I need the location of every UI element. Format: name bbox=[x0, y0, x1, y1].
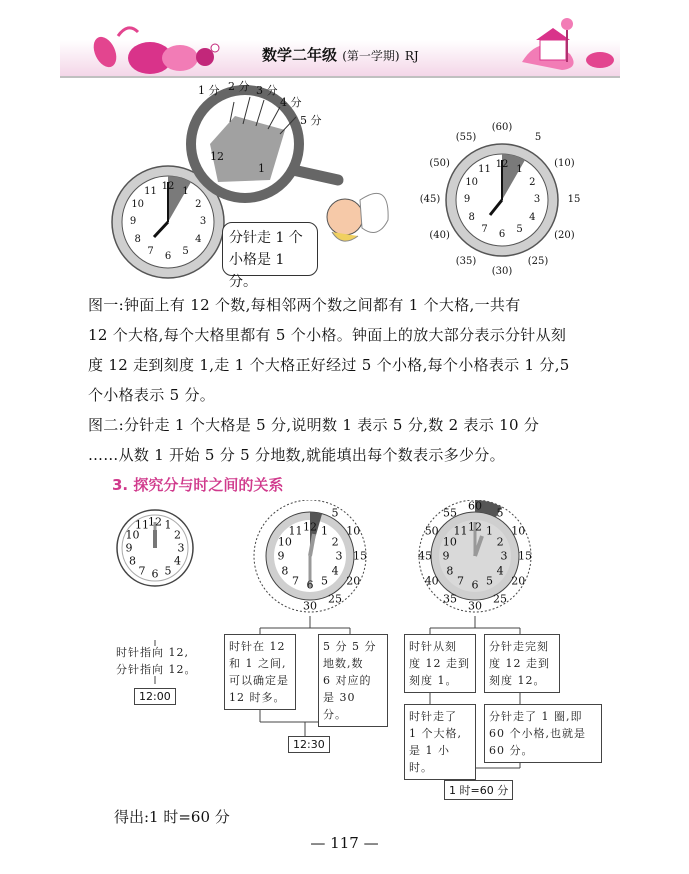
fig2-minute-label-0: (60) bbox=[491, 122, 513, 133]
clock-c-minute-7: 35 bbox=[443, 592, 457, 606]
clock-c-number-0: 12 bbox=[468, 520, 482, 534]
house-decoration-right bbox=[522, 18, 614, 70]
clock-c-mid-left-2: 1 个大格, bbox=[409, 727, 462, 740]
clock-a-number-6: 6 bbox=[151, 567, 159, 581]
fig2-clock-number-9: 9 bbox=[463, 194, 471, 205]
p2-line1: 图二:分针走 1 个大格是 5 分,说明数 1 表示 5 分,数 2 表示 10 分 bbox=[88, 416, 540, 434]
p1-line4: 个小格表示 5 分。 bbox=[88, 386, 216, 404]
bubble-line-2: 小格是 1 分。 bbox=[229, 252, 285, 290]
fig1-clock-number-8: 8 bbox=[134, 233, 141, 245]
fig2-minute-label-5: (25) bbox=[527, 256, 549, 268]
book-title: 数学二年级 bbox=[262, 46, 338, 64]
clock-c-minute-1: 5 bbox=[496, 506, 504, 520]
clock-b-minute-4: 25 bbox=[328, 592, 342, 606]
clock-a-number-4: 4 bbox=[174, 554, 182, 568]
clock-c-number-11: 11 bbox=[453, 524, 468, 538]
clock-b-number-6: 6 bbox=[306, 578, 314, 592]
fig1-clock-number-0: 12 bbox=[161, 181, 175, 192]
header-decoration bbox=[0, 0, 689, 78]
clock-b-right-box bbox=[318, 634, 388, 727]
book-edition: RJ bbox=[404, 49, 419, 63]
fig2-clock-number-7: 7 bbox=[481, 224, 488, 236]
section-title: 3. 探究分与时之间的关系 bbox=[112, 476, 284, 494]
fig2-minute-label-11: (55) bbox=[455, 131, 477, 143]
clock-c-number-2: 2 bbox=[496, 535, 504, 548]
bubble-line-1: 分针走 1 个 bbox=[229, 230, 303, 246]
clock-a-number-8: 8 bbox=[128, 554, 136, 568]
fig2-clock-number-0: 12 bbox=[495, 159, 509, 170]
clock-a-number-0: 12 bbox=[148, 515, 162, 529]
clock-c-minute-6: 30 bbox=[468, 599, 482, 613]
fig2-clock-number-4: 4 bbox=[529, 211, 536, 223]
clock-b-left-4: 12 时多。 bbox=[229, 691, 286, 704]
clock-c-number-7: 7 bbox=[457, 574, 464, 588]
clock-a-number-10: 10 bbox=[125, 528, 140, 542]
fig2-clock-number-5: 5 bbox=[516, 224, 523, 236]
clock-b-minute-5: 30 bbox=[303, 599, 317, 613]
magnifier-label-4: 4 分 bbox=[280, 96, 302, 109]
relationship-diagram bbox=[100, 500, 620, 800]
clock-c-minute-3: 15 bbox=[518, 549, 532, 563]
fig2-minute-label-6: (30) bbox=[491, 266, 513, 277]
clock-c-number-6: 6 bbox=[471, 578, 479, 592]
fig2-minute-label-8: (40) bbox=[429, 230, 450, 241]
fig1-clock-number-5: 5 bbox=[182, 246, 189, 258]
clock-b-number-7: 7 bbox=[292, 574, 299, 588]
clock-b-number-3: 3 bbox=[335, 549, 343, 563]
paragraph-figure2 bbox=[88, 410, 539, 470]
clock-b-number-11: 11 bbox=[288, 524, 303, 538]
clock-b-left-box bbox=[224, 634, 296, 710]
clock-b-minute-2: 15 bbox=[353, 549, 367, 563]
p1-line1: 图一:钟面上有 12 个数,每相邻两个数之间都有 1 个大格,一共有 bbox=[88, 296, 521, 314]
clock-a-time: 12:00 bbox=[134, 688, 176, 705]
magnifier-label-2: 2 分 bbox=[228, 80, 250, 93]
clock-c-minute-5: 25 bbox=[493, 592, 507, 606]
clock-c-left-box bbox=[404, 634, 476, 693]
clock-b-number-9: 9 bbox=[277, 549, 285, 563]
clock-a-text-1: 时针指向 12, bbox=[116, 646, 189, 659]
clock-b-number-5: 5 bbox=[321, 574, 328, 588]
fig2-clock-number-8: 8 bbox=[468, 211, 475, 223]
magnifier-number-12: 12 bbox=[210, 150, 224, 163]
p2-line2: ……从数 1 开始 5 分 5 分地数,就能填出每个数表示多少分。 bbox=[88, 446, 505, 464]
clock-c-mid-left-3: 是 1 小时。 bbox=[409, 744, 450, 774]
fig2-minute-label-1: 5 bbox=[534, 131, 542, 143]
clock-c-minute-11: 55 bbox=[443, 506, 457, 520]
p1-line3: 度 12 走到刻度 1,走 1 个大格正好经过 5 个小格,每个小格表示 1 分,5 bbox=[88, 356, 570, 374]
clock-c-minute-9: 45 bbox=[418, 549, 432, 563]
magnifier-label-3: 3 分 bbox=[256, 84, 278, 97]
fig1-clock-number-3: 3 bbox=[199, 216, 207, 227]
fig2-clock-number-11: 11 bbox=[478, 163, 491, 175]
clock-a-number-9: 9 bbox=[125, 541, 133, 555]
clock-c-number-5: 5 bbox=[486, 574, 493, 588]
clock-b-minute-3: 20 bbox=[346, 574, 361, 588]
clock-c-left-3: 刻度 1。 bbox=[409, 674, 458, 687]
magnifier-label-5: 5 分 bbox=[300, 114, 322, 127]
clock-b-number-10: 10 bbox=[277, 535, 292, 548]
clock-c-number-1: 1 bbox=[486, 524, 493, 538]
clock-c-mid-right-3: 60 分。 bbox=[489, 744, 534, 757]
clock-c-mid-left-1: 时针走了 bbox=[409, 710, 457, 723]
fig2-minute-label-9: (45) bbox=[419, 194, 441, 205]
clock-c-number-4: 4 bbox=[496, 564, 504, 577]
fig2-minute-label-10: (50) bbox=[429, 158, 450, 169]
clock-b-left-3: 可以确定是 bbox=[229, 674, 289, 687]
fig1-clock-number-2: 2 bbox=[195, 198, 202, 210]
clock-c-number-10: 10 bbox=[442, 535, 457, 548]
fig1-clock-number-9: 9 bbox=[129, 216, 137, 227]
clock-c-right-1: 分针走完刻 bbox=[489, 640, 549, 653]
clock-b-number-1: 1 bbox=[321, 524, 328, 538]
fig2-minute-label-2: (10) bbox=[554, 158, 575, 169]
speech-bubble bbox=[222, 222, 318, 290]
clock-a-text-2: 分针指向 12。 bbox=[116, 663, 197, 676]
clock-c-mid-right-1: 分针走了 1 圈,即 bbox=[489, 710, 583, 723]
clock-a-number-5: 5 bbox=[164, 564, 172, 578]
clock-b bbox=[254, 500, 366, 612]
clock-c-number-3: 3 bbox=[500, 549, 508, 563]
magnifier-number-1: 1 bbox=[258, 162, 265, 175]
clock-c-mid-right-2: 60 个小格,也就是 bbox=[489, 727, 586, 740]
paragraph-figure1 bbox=[88, 290, 570, 410]
clock-a-number-3: 3 bbox=[177, 541, 185, 555]
fairy-illustration bbox=[327, 193, 388, 241]
p1-line2: 12 个大格,每个大格里都有 5 个小格。钟面上的放大部分表示分针从刻 bbox=[88, 326, 567, 344]
page-number: — 117 — bbox=[310, 834, 379, 852]
clock-c-right-box bbox=[484, 634, 560, 693]
clock-c-minute-2: 10 bbox=[511, 524, 526, 538]
clock-a-number-2: 2 bbox=[174, 528, 182, 542]
clock-b-minute-1: 10 bbox=[346, 524, 361, 538]
magnifier-label-1: 1 分 bbox=[198, 84, 220, 97]
fig1-clock-number-11: 11 bbox=[144, 185, 157, 197]
clock-c-number-9: 9 bbox=[442, 549, 450, 563]
clock-c-right-2: 度 12 走到 bbox=[489, 657, 550, 670]
clock-c-minute-0: 60 bbox=[468, 499, 482, 513]
clock-b-number-2: 2 bbox=[331, 535, 339, 548]
clock-c-minute-8: 40 bbox=[424, 574, 439, 588]
clock-a-description bbox=[116, 644, 197, 678]
clock-b-number-0: 12 bbox=[303, 520, 317, 534]
clock-c bbox=[419, 500, 531, 612]
book-semester: (第一学期) bbox=[342, 49, 400, 63]
clock-c-mid-right-box bbox=[484, 704, 602, 763]
clock-b-right-3: 6 对应的 bbox=[323, 674, 372, 687]
fig2-clock-number-1: 1 bbox=[516, 163, 523, 175]
page-header bbox=[0, 0, 689, 78]
clock-c-left-1: 时针从刻 bbox=[409, 640, 457, 653]
clock-b-right-2: 地数,数 bbox=[323, 657, 364, 670]
clock-b-number-8: 8 bbox=[281, 564, 289, 577]
clock-c-left-2: 度 12 走到 bbox=[409, 657, 470, 670]
fig2-clock-number-6: 6 bbox=[498, 229, 506, 240]
header-title bbox=[262, 44, 419, 65]
figure-clocks-top bbox=[110, 82, 600, 282]
clock-a-number-7: 7 bbox=[138, 564, 146, 578]
clock-b-right-4: 是 30 分。 bbox=[323, 691, 356, 721]
fig2-minute-label-7: (35) bbox=[455, 256, 477, 268]
fig2-minute-label-4: (20) bbox=[554, 230, 575, 241]
clock-a-number-1: 1 bbox=[164, 518, 172, 532]
clock-c-minute-4: 20 bbox=[511, 574, 526, 588]
clock-b-minute-0: 5 bbox=[331, 506, 339, 520]
fig1-clock-number-6: 6 bbox=[164, 251, 172, 262]
fig1-clock-number-4: 4 bbox=[195, 233, 202, 245]
clock-b-time: 12:30 bbox=[288, 736, 330, 753]
clock-b-number-4: 4 bbox=[331, 564, 339, 577]
clock-c-mid-left-box bbox=[404, 704, 476, 780]
clock-c-minute-10: 50 bbox=[424, 524, 439, 538]
fig2-clock-number-2: 2 bbox=[529, 176, 536, 188]
clock-c-number-8: 8 bbox=[446, 564, 454, 577]
clock-c-right-3: 刻度 12。 bbox=[489, 674, 546, 687]
fig2-clock-number-3: 3 bbox=[533, 194, 541, 205]
fig2-clock-number-10: 10 bbox=[465, 176, 479, 188]
clock-b-left-1: 时针在 12 bbox=[229, 640, 286, 653]
clock-a-number-11: 11 bbox=[135, 518, 149, 532]
magnifier bbox=[191, 90, 338, 198]
clock-b-left-2: 和 1 之间, bbox=[229, 657, 287, 670]
clock-b-right-1: 5 分 5 分 bbox=[323, 640, 377, 653]
fig2-minute-label-3: 15 bbox=[567, 194, 581, 205]
fig1-clock-number-10: 10 bbox=[131, 198, 145, 210]
fig1-clock-number-1: 1 bbox=[182, 185, 189, 197]
conclusion: 得出:1 时=60 分 bbox=[114, 808, 230, 826]
flower-decoration-left bbox=[89, 28, 219, 74]
clock-c-result: 1 时=60 分 bbox=[444, 780, 513, 800]
fig1-clock-number-7: 7 bbox=[147, 246, 154, 258]
